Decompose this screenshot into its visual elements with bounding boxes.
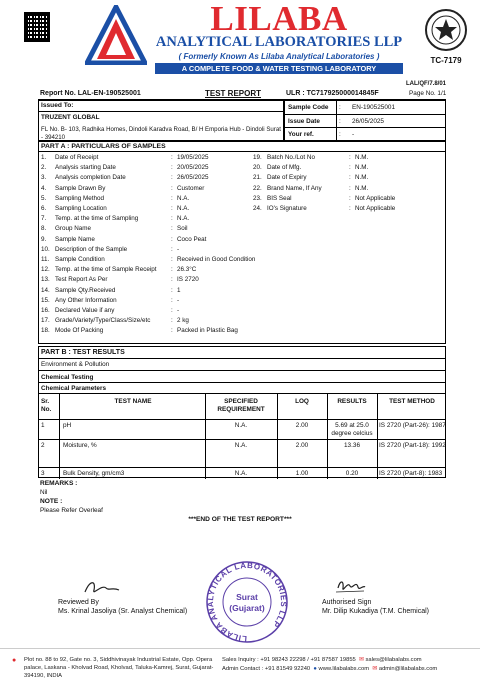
field-value: Soil: [177, 225, 188, 233]
meta-row-sample-code: [285, 101, 445, 115]
field-number: 6.: [41, 205, 47, 212]
mail-icon: ✉: [372, 666, 378, 672]
column-header-spec: SPECIFIED REQUIREMENT: [217, 398, 265, 413]
field-number: 2.: [41, 164, 47, 172]
field-number: 24.: [253, 205, 262, 212]
sample-field: [253, 154, 369, 161]
cell-result: 13.36: [344, 442, 360, 449]
column-header-loq: LOQ: [295, 398, 309, 405]
field-value: Not Applicable: [355, 194, 396, 202]
field-value: N.M.: [355, 174, 369, 182]
part-b-box: [38, 346, 446, 478]
sample-field: [41, 164, 209, 172]
field-number: 21.: [253, 174, 262, 182]
cell-spec: N.A.: [234, 470, 248, 477]
page-number: Page No. 1/1: [409, 90, 447, 97]
cell-method: IS 2720 (Part-26): 1987: [379, 422, 446, 429]
field-value: N.M.: [355, 184, 369, 192]
sample-field: [41, 256, 256, 263]
sample-field: [41, 266, 197, 274]
field-label: IO's Signature: [267, 205, 307, 212]
table-row: [39, 420, 445, 440]
sample-field: [41, 296, 180, 304]
column-header-sr: Sr. No.: [41, 398, 52, 413]
field-value: -: [177, 245, 180, 253]
subsection-row: [39, 383, 445, 394]
field-number: 3.: [41, 174, 47, 182]
field-value: 1: [177, 286, 181, 294]
issued-to-box: [38, 100, 284, 141]
field-number: 20.: [253, 164, 262, 172]
divider: [277, 394, 278, 479]
field-label: Group Name: [55, 225, 92, 233]
field-label: Temp. at the time of Sample Receipt: [55, 266, 157, 274]
colon: :: [349, 164, 351, 172]
divider: [59, 394, 60, 479]
cell-test-name: Moisture, %: [63, 442, 97, 449]
field-label: Brand Name, If Any: [267, 184, 322, 192]
field-label: Date of Expiry: [267, 174, 307, 182]
reviewer-name: Ms. Krinal Jasoliya (Sr. Analyst Chemical): [58, 608, 188, 615]
colon: :: [349, 184, 351, 192]
field-value: 19/05/2025: [177, 154, 209, 161]
sample-field: [253, 184, 369, 192]
field-label: Mode Of Packing: [55, 327, 104, 335]
divider: [377, 394, 378, 479]
field-number: 5.: [41, 194, 47, 202]
sample-field: [253, 194, 396, 202]
sample-field: [41, 174, 209, 182]
field-label: Sample Condition: [55, 256, 105, 263]
colon: :: [171, 154, 173, 161]
footer-website[interactable]: www.lilabalabs.com: [318, 666, 370, 672]
field-label: Date of Mfg.: [267, 164, 302, 172]
field-label: Test Report As Per: [55, 276, 108, 284]
brand-subtitle: ANALYTICAL LABORATORIES LLP: [155, 34, 403, 50]
cell-sr: 1: [41, 422, 45, 429]
meta-label: Issue Date: [288, 117, 320, 125]
stamp-city: Surat: [236, 592, 258, 602]
footer-sales-phone: Sales Inquiry : +91 98243 22298 / +91 87587 19855: [222, 657, 356, 663]
colon: :: [171, 286, 173, 294]
field-label: Sample Drawn By: [55, 184, 106, 192]
field-number: 16.: [41, 307, 50, 314]
accreditation-seal-icon: [424, 8, 468, 52]
tc-number: TC-7179: [430, 56, 462, 65]
sample-field: [41, 286, 181, 294]
stamp-seal-icon: [192, 560, 302, 644]
end-of-report: ***END OF THE TEST REPORT***: [188, 516, 292, 523]
note-label: NOTE :: [40, 498, 63, 505]
field-label: Description of the Sample: [55, 245, 128, 253]
remarks-value: Nil: [40, 489, 48, 496]
cell-spec: N.A.: [234, 422, 248, 429]
sample-field: [253, 205, 396, 212]
colon: :: [171, 164, 173, 172]
field-label: BIS Seal: [267, 194, 292, 202]
column-header-method: TEST METHOD: [389, 398, 435, 405]
ulr-number: ULR : TC717925000014845F: [286, 90, 379, 97]
sample-field: [41, 245, 180, 253]
test-category: Environment & Pollution: [41, 361, 110, 368]
colon: :: [171, 225, 173, 233]
brand-name: LILABA: [210, 0, 348, 38]
field-value: Packed in Plastic Bag: [177, 327, 238, 335]
customer-address: FL No. B- 103, Radhika Homes, Dindoli Karadva Road, B/ H Emporia Hub - Dindoli Surat - 394210: [41, 126, 281, 141]
footer-contacts: [222, 656, 472, 674]
colon: :: [171, 194, 173, 202]
column-header-results: RESULTS: [337, 398, 367, 405]
field-label: Any Other Information: [55, 296, 117, 304]
colon: :: [171, 235, 173, 243]
sample-field: [41, 235, 207, 243]
test-subsection: Chemical Parameters: [41, 385, 107, 392]
brand-tagline: A COMPLETE FOOD & WATER TESTING LABORATORY: [155, 63, 403, 74]
divider: [205, 394, 206, 479]
cell-method: IS 2720 (Part-18): 1992: [379, 442, 446, 449]
cell-test-name: Bulk Density, gm/cm3: [63, 470, 125, 477]
field-number: 8.: [41, 225, 47, 233]
field-number: 23.: [253, 194, 262, 202]
footer-admin-phone: Admin Contact : +91 81549 92240: [222, 666, 311, 672]
field-number: 14.: [41, 286, 50, 294]
results-header-row: [39, 394, 445, 420]
field-value: Coco Peat: [177, 235, 207, 243]
colon: :: [171, 205, 173, 212]
footer-sales-email[interactable]: sales@lilabalabs.com: [365, 657, 422, 663]
sample-field: [41, 307, 180, 314]
cell-sr: 2: [41, 442, 45, 449]
meta-value: -: [352, 131, 355, 139]
field-number: 11.: [41, 256, 50, 263]
field-value: N.M.: [355, 164, 369, 172]
field-label: Analysis completion Date: [55, 174, 126, 182]
field-number: 10.: [41, 245, 50, 253]
sample-field: [253, 174, 369, 182]
field-label: Sampling Location: [55, 205, 107, 212]
field-value: 2 kg: [177, 317, 189, 325]
colon: :: [339, 131, 341, 139]
colon: :: [349, 174, 351, 182]
field-label: Sample Qty.Received: [55, 286, 116, 294]
note-value: Please Refer Overleaf: [40, 507, 103, 514]
colon: :: [349, 205, 351, 212]
field-number: 17.: [41, 317, 50, 325]
field-value: -: [177, 307, 180, 314]
reviewer-role: Reviewed By: [58, 599, 99, 606]
field-value: 26/05/2025: [177, 174, 209, 182]
field-value: N.A.: [177, 194, 190, 202]
field-label: Temp. at the time of Sampling: [55, 215, 139, 223]
sample-field: [253, 164, 369, 172]
sample-field: [41, 205, 190, 212]
field-value: N.A.: [177, 215, 190, 223]
field-number: 22.: [253, 184, 262, 192]
field-value: N.A.: [177, 205, 190, 212]
cell-loq: 2.00: [295, 422, 309, 429]
colon: :: [171, 317, 173, 325]
globe-icon: ●: [313, 666, 317, 672]
colon: :: [171, 327, 173, 335]
field-number: 4.: [41, 184, 47, 192]
report-number: Report No. LAL-EN-190525001: [40, 90, 141, 97]
field-value: Received in Good Condition: [177, 256, 256, 263]
field-label: Declared Value if any: [55, 307, 115, 314]
form-reference: LAL/QF/7.8/01: [406, 81, 447, 87]
field-label: Analysis starting Date: [55, 164, 116, 172]
colon: :: [171, 266, 173, 274]
colon: :: [171, 256, 173, 263]
column-header-test: TEST NAME: [114, 398, 152, 405]
lilaba-logo-icon: [85, 5, 147, 65]
issued-to-heading: Issued To:: [41, 102, 74, 109]
meta-row-issue-date: [285, 115, 445, 129]
sample-meta-box: [284, 100, 446, 141]
meta-row-your-ref: [285, 128, 445, 142]
field-number: 12.: [41, 266, 50, 274]
cell-result: 0.20: [345, 470, 359, 477]
cell-result: 5.69 at 25.0 degree celcius: [331, 422, 373, 437]
sample-field: [41, 225, 188, 233]
cell-method: IS 2720 (Part-8): 1983: [379, 470, 443, 477]
company-stamp: [192, 560, 302, 644]
report-title: TEST REPORT: [205, 89, 262, 98]
colon: :: [171, 276, 173, 284]
sample-field: [41, 327, 238, 335]
field-number: 9.: [41, 235, 47, 243]
field-label: Sampling Method: [55, 194, 105, 202]
authoriser-role: Authorised Sign: [322, 599, 372, 606]
cell-sr: 3: [41, 470, 45, 477]
field-value: -: [177, 296, 180, 304]
field-label: Sample Name: [55, 235, 95, 243]
sample-field: [41, 276, 199, 284]
customer-name: TRUZENT GLOBAL: [41, 114, 100, 121]
divider: [327, 394, 328, 479]
authoriser-signature-icon: [334, 576, 368, 596]
qr-code: [24, 12, 50, 42]
remarks-label: REMARKS :: [40, 480, 78, 487]
part-a-heading: PART A : PARTICULARS OF SAMPLES: [41, 143, 166, 150]
field-value: N.M.: [355, 154, 369, 161]
mail-icon: ✉: [359, 657, 364, 663]
stamp-state: (Gujarat): [229, 603, 265, 613]
field-value: 26.3°C: [177, 266, 197, 274]
field-number: 13.: [41, 276, 50, 284]
meta-label: Your ref.: [288, 131, 314, 139]
part-a-box: [38, 141, 446, 344]
field-number: 18.: [41, 327, 50, 335]
colon: :: [349, 194, 351, 202]
brand-former-name: ( Formerly Known As Lilaba Analytical Laboratories ): [178, 52, 380, 61]
reviewer-signature-icon: [82, 578, 122, 598]
field-label: Date of Receipt: [55, 154, 99, 161]
colon: :: [171, 245, 173, 253]
sample-field: [41, 184, 205, 192]
footer-admin-email[interactable]: admin@lilabalabs.com: [378, 666, 438, 672]
cell-test-name: pH: [63, 422, 72, 429]
accreditation-mark: [422, 8, 470, 70]
location-pin-icon: ●: [12, 657, 17, 664]
test-section: Chemical Testing: [41, 374, 94, 381]
table-row: [39, 468, 445, 479]
field-value: Customer: [177, 184, 205, 192]
field-number: 19.: [253, 154, 262, 161]
meta-value: EN-190525001: [352, 104, 395, 111]
table-row: [39, 440, 445, 468]
colon: :: [171, 307, 173, 314]
section-row: [39, 371, 445, 383]
field-label: Batch No./Lot No: [267, 154, 315, 161]
meta-value: 26/05/2025: [352, 117, 384, 125]
meta-label: Sample Code: [288, 104, 329, 111]
field-value: 20/05/2025: [177, 164, 209, 172]
field-number: 1.: [41, 154, 47, 161]
colon: :: [339, 117, 341, 125]
cell-loq: 1.00: [295, 470, 309, 477]
sample-field: [41, 317, 189, 325]
footer-address: Plot no. 88 to 92, Gate no. 3, Siddhivinayak Industrial Estate, Opp. Opera palace, Laskana - Kholvad Road, Kholvad, Taluka-Kamrej, Surat, Gujarat-394190, INDIA: [24, 657, 214, 679]
field-label: Grade/Variety/Type/Class/Size/etc: [55, 317, 151, 325]
field-number: 7.: [41, 215, 47, 223]
cell-spec: N.A.: [234, 442, 248, 449]
category-row: [39, 359, 445, 371]
field-value: Not Applicable: [355, 205, 396, 212]
authoriser-name: Mr. Dilip Kukadiya (T.M. Chemical): [322, 608, 429, 615]
divider: [39, 111, 283, 112]
brand-block: [147, 2, 411, 74]
part-b-heading: PART B : TEST RESULTS: [41, 349, 125, 356]
reviewer-block: [58, 598, 188, 616]
colon: :: [171, 296, 173, 304]
sample-field: [41, 154, 209, 161]
stamp-ring-text: LILABA ANALYTICAL LABORATORIES LLP: [205, 560, 289, 644]
field-value: IS 2720: [177, 276, 199, 284]
divider: [39, 151, 445, 152]
sample-field: [41, 194, 190, 202]
authoriser-block: [322, 598, 462, 616]
colon: :: [171, 184, 173, 192]
part-b-heading-row: [39, 347, 445, 359]
footer-divider: [0, 648, 480, 649]
colon: :: [171, 215, 173, 223]
cell-loq: 2.00: [295, 442, 309, 449]
colon: :: [349, 154, 351, 161]
colon: :: [339, 104, 341, 111]
colon: :: [171, 174, 173, 182]
field-number: 15.: [41, 296, 50, 304]
sample-field: [41, 215, 190, 223]
